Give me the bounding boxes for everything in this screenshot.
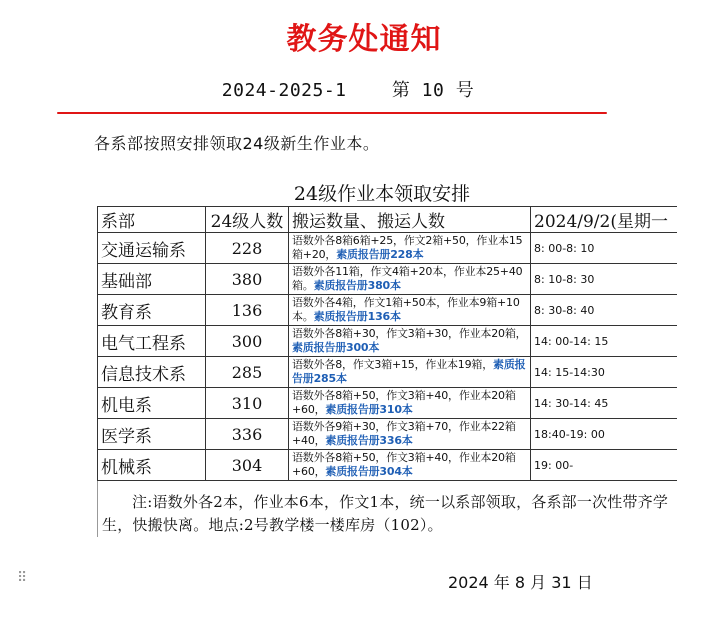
dept-cell: 机电系 <box>98 388 206 419</box>
time-cell: 8: 00-8: 10 <box>531 233 678 264</box>
schedule-table <box>97 206 677 481</box>
column-header-dept: 系部 <box>98 207 206 233</box>
count-cell: 310 <box>206 388 289 419</box>
red-divider <box>57 112 607 114</box>
count-cell: 380 <box>206 264 289 295</box>
detail-text: 语数外各11箱，作文4箱+20本，作业本25+40箱。 <box>292 265 523 292</box>
report-booklet-text: 素质报告册136本 <box>313 310 401 323</box>
count-cell: 136 <box>206 295 289 326</box>
dept-cell: 电气工程系 <box>98 326 206 357</box>
count-cell: 304 <box>206 450 289 481</box>
table-row <box>98 233 678 264</box>
dept-cell: 教育系 <box>98 295 206 326</box>
time-cell: 14: 30-14: 45 <box>531 388 678 419</box>
count-cell: 228 <box>206 233 289 264</box>
schedule-section <box>97 180 677 542</box>
detail-text: 语数外各4箱，作文1箱+50本，作业本9箱+10本。 <box>292 296 520 323</box>
report-booklet-text: 素质报告册228本 <box>336 248 424 261</box>
table-row <box>98 295 678 326</box>
report-booklet-text: 素质报告册336本 <box>325 434 413 447</box>
table-row <box>98 388 678 419</box>
count-cell: 285 <box>206 357 289 388</box>
table-row <box>98 264 678 295</box>
detail-text: 语数外各8箱+30，作文3箱+30，作业本20箱， <box>292 327 527 340</box>
dept-cell: 机械系 <box>98 450 206 481</box>
dept-cell: 基础部 <box>98 264 206 295</box>
report-booklet-text: 素质报告册285本 <box>292 358 526 385</box>
signature-date: 2024 年 8 月 31 日 <box>448 573 593 592</box>
detail-cell <box>289 264 531 295</box>
column-header-detail: 搬运数量、搬运人数 <box>289 207 531 233</box>
detail-cell <box>289 450 531 481</box>
table-row <box>98 450 678 481</box>
detail-text: 语数外各8箱+50，作文3箱+40，作业本20箱+60， <box>292 389 516 416</box>
count-cell: 300 <box>206 326 289 357</box>
note-text: 注:语数外各2本，作业本6本，作文1本，统一以系部领取，各系部一次性带齐学生，快搬快离。地点:2号教学楼一楼库房（102）。 <box>97 481 677 537</box>
time-cell: 8: 10-8: 30 <box>531 264 678 295</box>
notice-title: 教务处通知 <box>286 22 442 57</box>
time-cell: 14: 15-14:30 <box>531 357 678 388</box>
report-booklet-text: 素质报告册380本 <box>313 279 401 292</box>
detail-text: 语数外各8，作文3箱+15，作业本19箱， <box>292 358 494 371</box>
dept-cell: 医学系 <box>98 419 206 450</box>
report-booklet-text: 素质报告册304本 <box>325 465 413 478</box>
detail-cell <box>289 388 531 419</box>
detail-text: 语数外各8箱+50，作文3箱+40，作业本20箱+60， <box>292 451 516 478</box>
detail-cell <box>289 326 531 357</box>
drag-handle-icon[interactable]: ⠿ <box>17 570 29 586</box>
table-header-row <box>98 207 678 233</box>
dept-cell: 交通运输系 <box>98 233 206 264</box>
time-cell: 18:40-19: 00 <box>531 419 678 450</box>
count-cell: 336 <box>206 419 289 450</box>
detail-text: 语数外各8箱6箱+25，作文2箱+50，作业本15箱+20， <box>292 234 523 261</box>
detail-text: 语数外各9箱+30，作文3箱+70，作业本22箱+40， <box>292 420 516 447</box>
time-cell: 8: 30-8: 40 <box>531 295 678 326</box>
table-row <box>98 357 678 388</box>
intro-text: 各系部按照安排领取24级新生作业本。 <box>94 134 380 153</box>
dept-cell: 信息技术系 <box>98 357 206 388</box>
detail-cell <box>289 233 531 264</box>
detail-cell <box>289 419 531 450</box>
column-header-time: 2024/9/2(星期一 <box>531 207 678 233</box>
document-number: 2024-2025-1 第 10 号 <box>221 80 475 101</box>
detail-cell <box>289 357 531 388</box>
schedule-title: 24级作业本领取安排 <box>293 183 471 205</box>
time-cell: 19: 00- <box>531 450 678 481</box>
table-row <box>98 326 678 357</box>
report-booklet-text: 素质报告册300本 <box>292 341 380 354</box>
detail-cell <box>289 295 531 326</box>
report-booklet-text: 素质报告册310本 <box>325 403 413 416</box>
column-header-count: 24级人数 <box>206 207 289 233</box>
table-row <box>98 419 678 450</box>
time-cell: 14: 00-14: 15 <box>531 326 678 357</box>
